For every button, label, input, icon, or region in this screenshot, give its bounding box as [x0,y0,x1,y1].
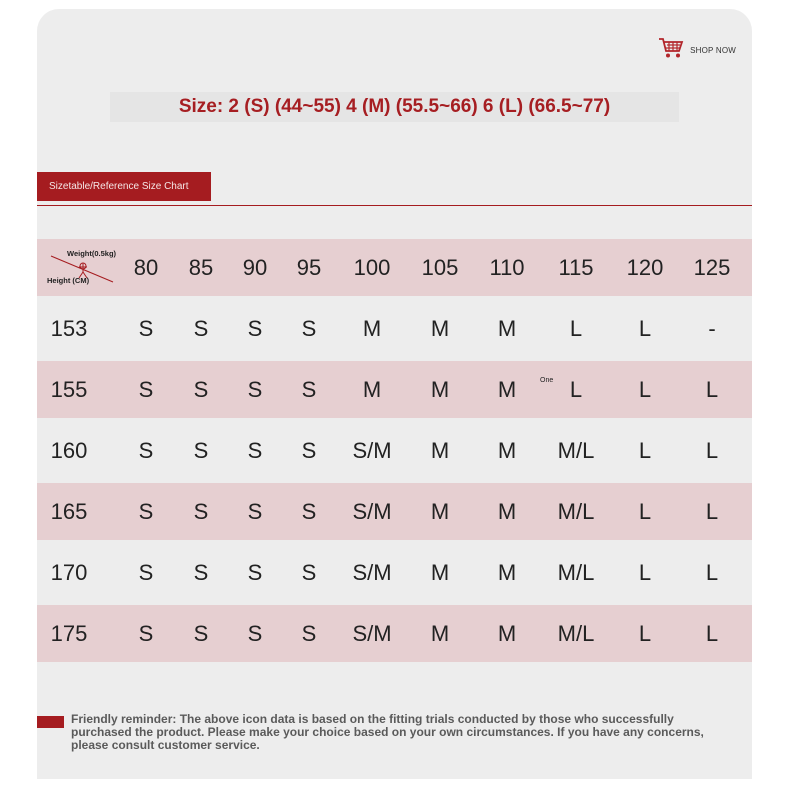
corner-height-label: Height (CM) [47,276,90,285]
corner-weight-label: Weight(0.5kg) [67,249,117,258]
height-cell: 165 [50,498,88,524]
size-table [37,239,752,666]
height-cell: 160 [50,437,88,463]
size-cell: L [638,498,652,524]
size-cell: L [638,376,652,402]
size-cell: M [430,437,450,463]
height-cell: 155 [50,376,88,402]
size-cell: S [138,437,154,463]
size-cell: S [193,376,209,402]
size-cell: M [430,498,450,524]
size-title-strip [110,92,679,122]
size-cell: M/L [557,559,595,585]
size-cell: M [362,315,382,341]
size-cell: S [138,620,154,646]
size-cell: M [497,559,517,585]
size-cell: M [430,559,450,585]
size-cell: S [193,315,209,341]
size-cell: M [497,620,517,646]
weight-header: 110 [489,254,525,280]
size-cell: L [638,315,652,341]
size-cell: L [638,437,652,463]
size-cell: L [638,620,652,646]
size-cell: L [705,620,719,646]
weight-header: 85 [188,254,214,280]
size-cell: M/L [557,498,595,524]
size-cell: S/M [352,498,392,524]
size-cell: S [193,559,209,585]
weight-header: 125 [693,254,731,280]
height-cell: 175 [50,620,88,646]
size-cell: L [705,498,719,524]
shop-now-button[interactable] [658,37,736,64]
weight-header: 105 [421,254,459,280]
note-tag: One [540,377,554,384]
section-divider [37,205,752,206]
height-cell: 153 [50,315,88,341]
size-chart-panel [37,9,752,779]
size-cell: S [301,315,317,341]
size-cell: M [430,376,450,402]
size-cell: M [497,437,517,463]
corner-diagonal-icon [37,239,122,296]
size-cell: S [138,376,154,402]
weight-header: 80 [133,254,159,280]
section-tab-size-chart: Sizetable/Reference Size Chart [37,172,211,201]
height-cell: 170 [50,559,88,585]
size-cell: M [362,376,382,402]
size-cell: M/L [557,620,595,646]
size-cell: S [193,498,209,524]
size-cell: S [301,376,317,402]
size-cell: S [247,437,263,463]
size-cell: L [705,376,719,402]
weight-header: 90 [242,254,268,280]
size-cell: S [247,559,263,585]
reminder-marker [37,716,64,728]
weight-header: 100 [353,254,391,280]
size-cell: S [138,559,154,585]
shop-now-label: SHOP NOW [690,46,736,55]
size-cell: M [430,620,450,646]
size-cell: S [301,437,317,463]
size-cell: S [301,498,317,524]
size-cell: S [138,498,154,524]
table-row [37,361,752,418]
table-row [37,544,752,601]
size-title: Size: 2 (S) (44~55) 4 (M) (55.5~66) 6 (L) (66.5~77) [178,96,611,117]
size-cell: S/M [352,437,392,463]
shopping-cart-icon [658,37,684,64]
table-row [37,422,752,479]
size-cell: L [569,376,583,402]
size-cell: M [430,315,450,341]
size-cell: S/M [352,559,392,585]
size-cell: S [193,437,209,463]
size-cell: S [301,620,317,646]
size-cell: M [497,376,517,402]
size-cell: L [638,559,652,585]
size-cell: S [247,315,263,341]
table-row [37,605,752,662]
size-cell: S [247,620,263,646]
size-cell: S [193,620,209,646]
table-row [37,300,752,357]
weight-header: 95 [296,254,322,280]
size-cell: S [138,315,154,341]
size-cell: L [705,559,719,585]
size-cell: M [497,315,517,341]
weight-header: 120 [626,254,664,280]
size-cell: S/M [352,620,392,646]
size-cell: L [705,437,719,463]
size-cell: S [247,498,263,524]
size-cell: S [247,376,263,402]
weight-header: 115 [558,254,594,280]
size-cell: M [497,498,517,524]
table-corner [37,239,122,296]
table-header-row [37,239,752,296]
size-cell: - [708,315,716,341]
friendly-reminder-text: Friendly reminder: The above icon data is based on the fitting trials conducted by those who successfully purchased the product. Please make your choice based on your own circumstances. If you have any concerns, please consult customer service. [71,712,704,752]
size-cell: L [569,315,583,341]
table-row [37,483,752,540]
size-cell: M/L [557,437,595,463]
size-cell: S [301,559,317,585]
